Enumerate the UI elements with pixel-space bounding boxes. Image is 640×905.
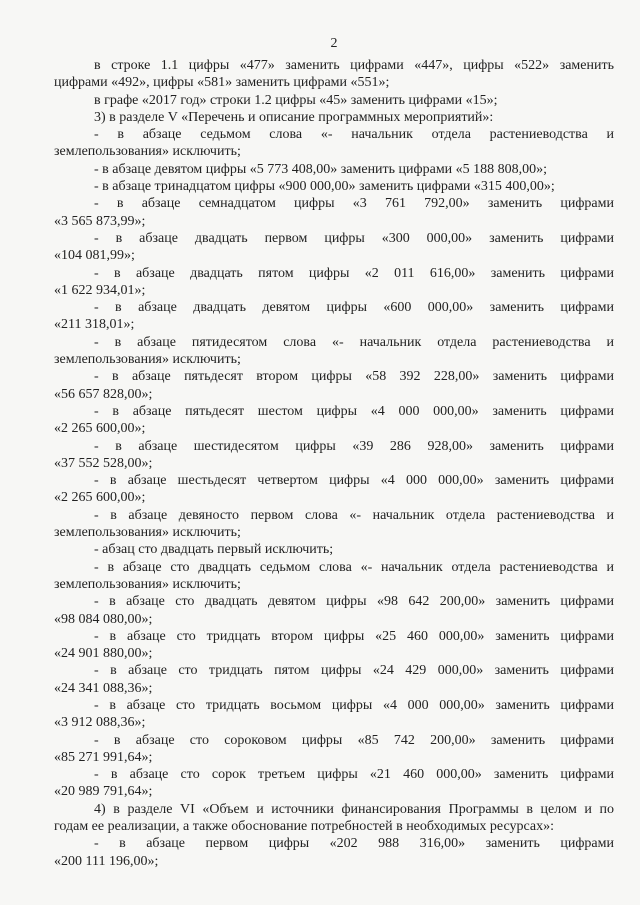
text-line: «20 989 791,64»; bbox=[54, 784, 153, 800]
document-body bbox=[54, 58, 614, 870]
text-line: - в абзаце сто сороковом цифры «85 742 200,00» заменить цифрами bbox=[94, 732, 614, 748]
text-line: - в абзаце двадцать девятом цифры «600 000,00» заменить цифрами bbox=[94, 300, 614, 316]
text-line: - в абзаце пятидесятом слова «- начальник отдела растениеводства и bbox=[94, 334, 614, 350]
text-line: - в абзаце шестидесятом цифры «39 286 928,00» заменить цифрами bbox=[94, 438, 614, 454]
text-line: в строке 1.1 цифры «477» заменить цифрами «447», цифры «522» заменить bbox=[94, 58, 614, 73]
page-number: 2 bbox=[330, 36, 338, 51]
text-line: - в абзаце двадцать пятом цифры «2 011 616,00» заменить цифрами bbox=[94, 265, 614, 281]
text-line: «3 912 088,36»; bbox=[54, 715, 146, 731]
text-line: «24 341 088,36»; bbox=[54, 680, 153, 696]
text-line: «3 565 873,99»; bbox=[54, 213, 146, 229]
text-line: - в абзаце девяносто первом слова «- начальник отдела растениеводства и bbox=[94, 507, 614, 523]
text-line: - в абзаце сто двадцать седьмом слова «- начальник отдела растениеводства и bbox=[94, 559, 614, 575]
text-line: - в абзаце семнадцатом цифры «3 761 792,00» заменить цифрами bbox=[94, 196, 614, 212]
text-line: «37 552 528,00»; bbox=[54, 455, 153, 471]
text-line: «2 265 600,00»; bbox=[54, 421, 146, 437]
text-line: - абзац сто двадцать первый исключить; bbox=[94, 542, 334, 558]
text-line: «85 271 991,64»; bbox=[54, 749, 153, 765]
text-line: «2 265 600,00»; bbox=[54, 490, 146, 506]
text-line: - в абзаце шестьдесят четвертом цифры «4 000 000,00» заменить цифрами bbox=[94, 473, 614, 489]
text-line: в графе «2017 год» строки 1.2 цифры «45» заменить цифрами «15»; bbox=[94, 92, 498, 108]
text-line: «104 081,99»; bbox=[54, 248, 135, 264]
text-line: «98 084 080,00»; bbox=[54, 611, 153, 627]
text-line: «1 622 934,01»; bbox=[54, 282, 146, 298]
text-line: - в абзаце пятьдесят шестом цифры «4 000 000,00» заменить цифрами bbox=[94, 403, 614, 419]
text-line: - в абзаце сто двадцать девятом цифры «98 642 200,00» заменить цифрами bbox=[94, 594, 614, 610]
text-line: годам ее реализации, а также обоснование потребностей в необходимых ресурсах»: bbox=[54, 819, 555, 835]
text-line: - в абзаце пятьдесят втором цифры «58 392 228,00» заменить цифрами bbox=[94, 369, 614, 385]
text-line: «200 111 196,00»; bbox=[54, 853, 159, 869]
text-line: - в абзаце первом цифры «202 988 316,00» заменить цифрами bbox=[94, 836, 614, 852]
text-line: - в абзаце двадцать первом цифры «300 000,00» заменить цифрами bbox=[94, 230, 614, 246]
text-line: цифрами «492», цифры «581» заменить цифрами «551»; bbox=[54, 75, 390, 91]
text-line: - в абзаце сто тридцать пятом цифры «24 429 000,00» заменить цифрами bbox=[94, 663, 614, 679]
text-line: - в абзаце тринадцатом цифры «900 000,00» заменить цифрами «315 400,00»; bbox=[94, 179, 555, 195]
text-line: «211 318,01»; bbox=[54, 317, 135, 333]
text-line: - в абзаце сто тридцать втором цифры «25 460 000,00» заменить цифрами bbox=[94, 628, 614, 644]
text-line: «24 901 880,00»; bbox=[54, 646, 153, 662]
text-line: землепользования» исключить; bbox=[54, 144, 241, 160]
text-line: землепользования» исключить; bbox=[54, 576, 241, 592]
text-line: «56 657 828,00»; bbox=[54, 386, 153, 402]
text-line: 4) в разделе VI «Объем и источники финансирования Программы в целом и по bbox=[94, 801, 614, 817]
text-line: - в абзаце седьмом слова «- начальник отдела растениеводства и bbox=[94, 127, 614, 143]
text-line: - в абзаце сто тридцать восьмом цифры «4 000 000,00» заменить цифрами bbox=[94, 697, 614, 713]
text-line: землепользования» исключить; bbox=[54, 352, 241, 368]
text-line: 3) в разделе V «Перечень и описание программных мероприятий»: bbox=[94, 109, 494, 125]
text-line: землепользования» исключить; bbox=[54, 525, 241, 541]
text-line: - в абзаце девятом цифры «5 773 408,00» заменить цифрами «5 188 808,00»; bbox=[94, 161, 548, 177]
text-line: - в абзаце сто сорок третьем цифры «21 460 000,00» заменить цифрами bbox=[94, 767, 614, 783]
